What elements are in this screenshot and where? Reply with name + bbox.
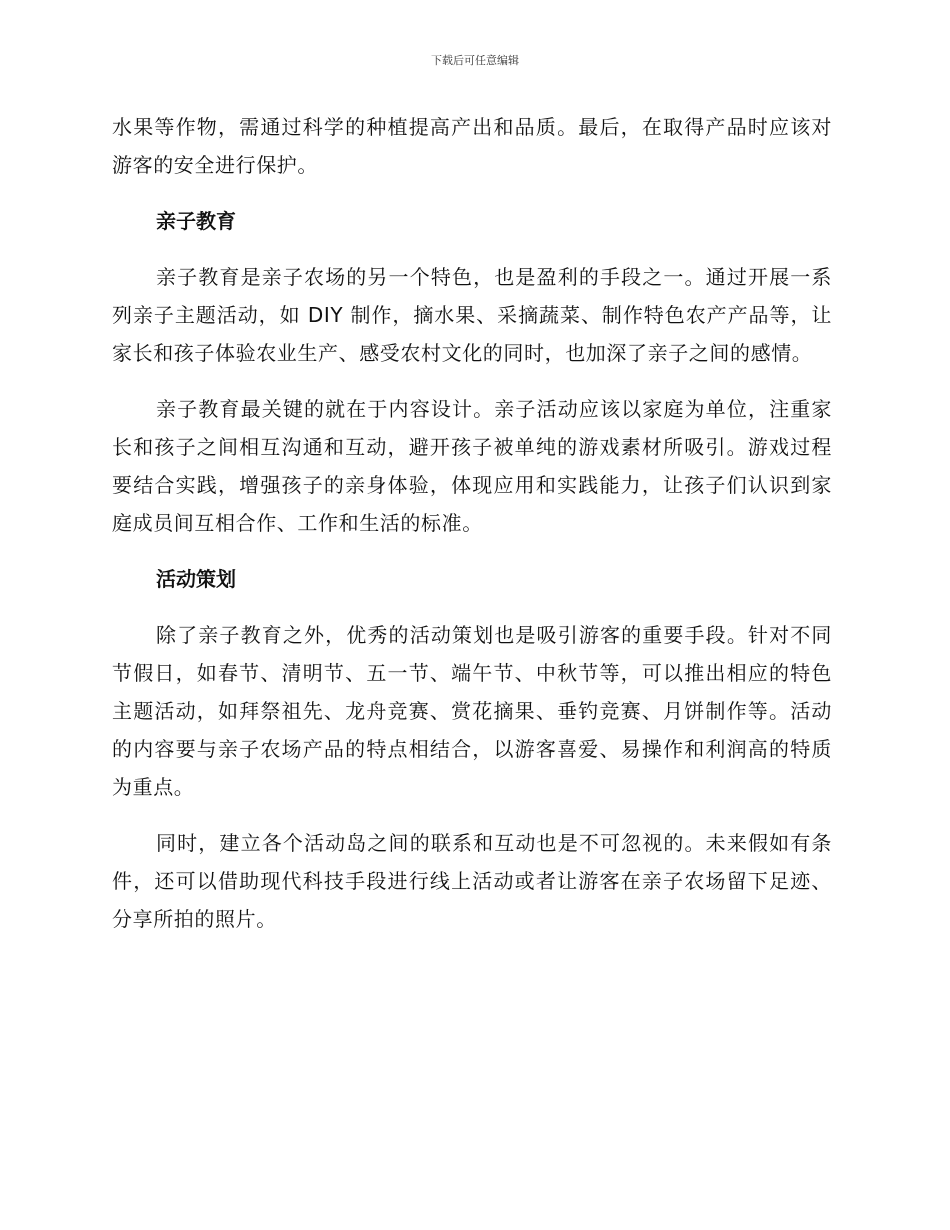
paragraph-activity-interaction: 同时，建立各个活动岛之间的联系和互动也是不可忽视的。未来假如有条件，还可以借助现代科技手段进行线上活动或者让游客在亲子农场留下足迹、分享所拍的照片。 [112, 831, 832, 931]
paragraph-continuation: 水果等作物，需通过科学的种植提高产出和品质。最后，在取得产品时应该对游客的安全进行保护。 [112, 115, 832, 177]
paragraph-activity-planning: 除了亲子教育之外，优秀的活动策划也是吸引游客的重要手段。针对不同节假日，如春节、清明节、五一节、端午节、中秋节等，可以推出相应的特色主题活动，如拜祭祖先、龙舟竞赛、赏花摘果、垂钓竞赛、月饼制作等。活动的内容要与亲子农场产品的特点相结合，以游客喜爱、易操作和利润高的特质为重点。 [112, 623, 832, 799]
paragraph-education-intro: 亲子教育是亲子农场的另一个特色，也是盈利的手段之一。通过开展一系列亲子主题活动，如 DIY 制作，摘水果、采摘蔬菜、制作特色农产产品等，让家长和孩子体验农业生产、感受农村文化的同时，也加深了亲子之间的感情。 [112, 265, 832, 365]
page-header-note: 下载后可任意编辑 [431, 54, 519, 67]
section-heading-activity-planning: 活动策划 [156, 567, 236, 591]
paragraph-education-design: 亲子教育最关键的就在于内容设计。亲子活动应该以家庭为单位，注重家长和孩子之间相互沟通和互动，避开孩子被单纯的游戏素材所吸引。游戏过程要结合实践，增强孩子的亲身体验，体现应用和实践能力，让孩子们认识到家庭成员间互相合作、工作和生活的标准。 [112, 397, 832, 535]
document-body [112, 108, 832, 938]
section-heading-parent-child-education: 亲子教育 [156, 209, 236, 233]
